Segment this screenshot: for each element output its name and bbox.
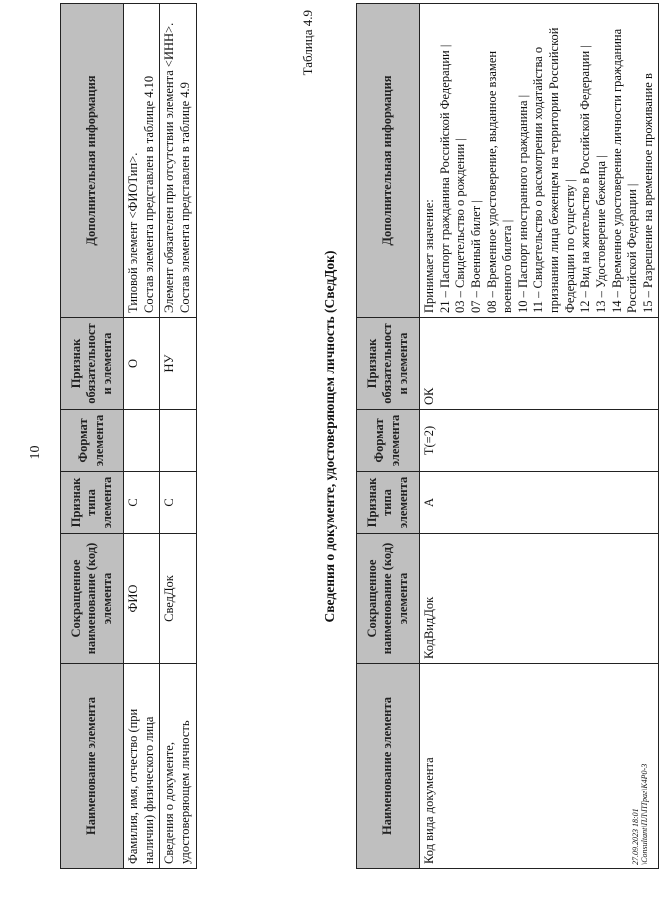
- cell-format: [124, 410, 160, 472]
- header-type: Признак типа элемента: [61, 472, 124, 534]
- values-list: [438, 8, 657, 313]
- cell-short-name: ФИО: [124, 534, 160, 664]
- list-item: 10 – Паспорт иностранного гражданина |: [515, 94, 530, 313]
- table-row: [160, 4, 196, 869]
- header-short-name: Сокращенное наименование (код) элемента: [61, 534, 124, 664]
- cell-type: С: [124, 472, 160, 534]
- cell-short-name: КодВидДок: [420, 534, 659, 664]
- header-short-name: Сокращенное наименование (код) элемента: [357, 534, 420, 664]
- stamp-line: \Consultant\ПЛ\ПТраг\К4Р0-3: [639, 763, 649, 865]
- table-row: [124, 4, 160, 869]
- cell-format: Т(=2): [420, 410, 659, 472]
- document-info-table: [356, 3, 659, 869]
- header-required: Признак обязательности элемента: [357, 318, 420, 410]
- table-header-row: [357, 4, 420, 869]
- header-required: Признак обязательности элемента: [61, 318, 124, 410]
- list-item: 12 – Вид на жительство в Российской Федерации |: [578, 45, 593, 313]
- info-intro: Принимает значение:: [422, 199, 436, 313]
- cell-format: [160, 410, 196, 472]
- header-info: Дополнительная информация: [61, 4, 124, 318]
- cell-type: А: [420, 472, 659, 534]
- header-type: Признак типа элемента: [357, 472, 420, 534]
- print-stamp: [632, 764, 650, 865]
- header-format: Формат элемента: [61, 410, 124, 472]
- header-info: Дополнительная информация: [357, 4, 420, 318]
- list-item: 07 – Военный билет |: [468, 200, 483, 313]
- table-header-row: [61, 4, 124, 869]
- stamp-line: 27.09.2023 18:01: [631, 808, 640, 865]
- cell-short-name: СведДок: [160, 534, 196, 664]
- header-element-name: Наименование элемента: [357, 664, 420, 869]
- info-line: Состав элемента представлен в таблице 4.9: [177, 82, 192, 313]
- list-item: 11 – Свидетельство о рассмотрении ходатайства о признании лица беженцем на территории Российской Федерации по существу |: [531, 27, 577, 313]
- cell-name: Сведения о документе, удостоверяющем личность: [160, 664, 196, 869]
- cell-required: НУ: [160, 318, 196, 410]
- list-item: 15 – Разрешение на временное проживание в: [640, 73, 655, 313]
- header-element-name: Наименование элемента: [61, 664, 124, 869]
- cell-info: [124, 4, 160, 318]
- table-title: Сведения о документе, удостоверяющем личность (СведДок): [322, 250, 337, 623]
- cell-name: Код вида документа: [420, 664, 659, 869]
- table-number: Таблица 4.9: [300, 10, 315, 76]
- cell-name: Фамилия, имя, отчество (при наличии) физического лица: [124, 664, 160, 869]
- cell-required: ОК: [420, 318, 659, 410]
- cell-info: [420, 4, 659, 318]
- element-table-continued: [60, 3, 197, 869]
- cell-required: О: [124, 318, 160, 410]
- cell-info: [160, 4, 196, 318]
- cell-type: С: [160, 472, 196, 534]
- list-item: 21 – Паспорт гражданина Российской Федерации |: [437, 44, 452, 313]
- info-line: Состав элемента представлен в таблице 4.10: [141, 75, 156, 313]
- header-format: Формат элемента: [357, 410, 420, 472]
- list-item: 03 – Свидетельство о рождении |: [453, 138, 468, 313]
- info-line: Типовой элемент <ФИОТип>.: [126, 152, 140, 313]
- list-item: 08 – Временное удостоверение, выданное взамен военного билета |: [484, 50, 515, 313]
- list-item: 13 – Удостоверение беженца |: [593, 155, 608, 313]
- page-number: 10: [28, 445, 43, 460]
- info-line: Элемент обязателен при отсутствии элемента <ИНН>.: [162, 22, 177, 313]
- list-item: 14 – Временное удостоверение личности гражданина Российской Федерации |: [609, 28, 640, 313]
- table-row: [420, 4, 659, 869]
